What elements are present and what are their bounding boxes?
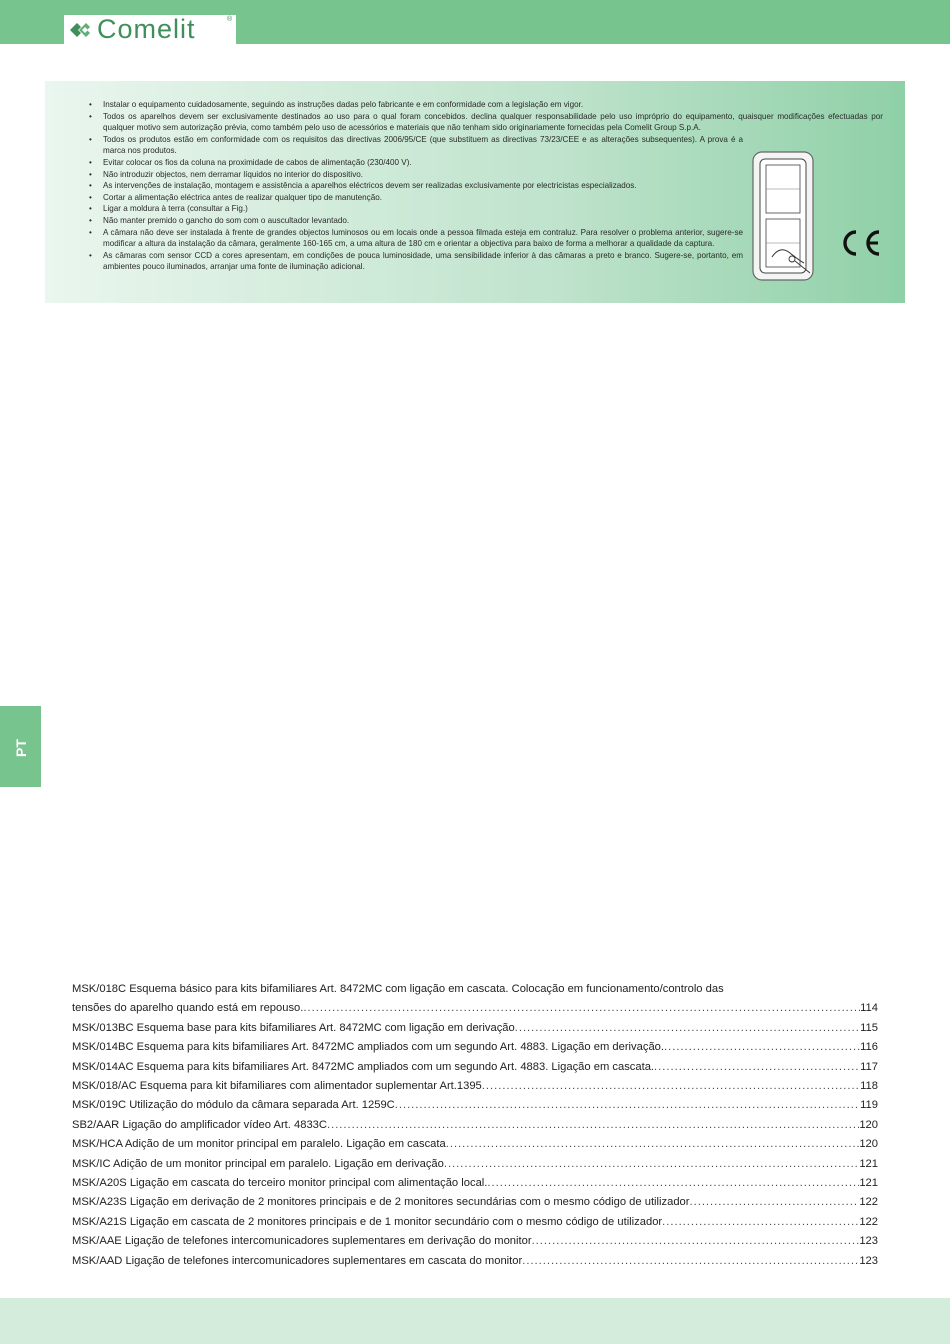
toc-entry-page: 123 [859,1254,878,1267]
warning-item: • A câmara não deve ser instalada à frente de grandes objectos luminosos ou em locais onde a pessoa filmada esteja em contraluz. Para resolver o problema anterior, sugere-se modificar a altura da instalação da câmara, geralmente 160-165 cm, a uma altura de 180 cm e orientar a objectiva para baixo de forma a melhorar a qualidade da captura. [103,227,743,250]
toc-entry-title: MSK/A21S Ligação em cascata de 2 monitores principais e de 1 monitor secundário com o mesmo código de utilizador [72,1215,663,1228]
toc-entry [72,1155,878,1174]
toc-entry-first-cont [72,999,878,1018]
device-frame-illustration [750,149,818,284]
toc-entry [72,1252,878,1271]
warning-item: • Ligar a moldura à terra (consultar a Fig.) [103,203,743,215]
toc-entry-page: 121 [859,1177,878,1190]
toc-entry [72,1116,878,1135]
language-tab-label: PT [13,739,29,757]
table-of-contents [72,980,878,1271]
toc-entry [72,1038,878,1057]
toc-leader-dots [487,1174,859,1193]
toc-leader-dots [303,999,860,1018]
header-bar [0,0,950,44]
toc-entry-title: MSK/014AC Esquema para kits bifamiliares Art. 8472MC ampliados com um segundo Art. 4883. Ligação em cascata. [72,1060,655,1073]
toc-entry-title: MSK/IC Adição de um monitor principal em paralelo. Ligação em derivação [72,1157,444,1170]
warning-item: • Não manter premido o gancho do som com o auscultador levantado. [103,215,743,227]
brand-name: Comelit [97,14,196,44]
warning-item: • Evitar colocar os fios da coluna na proximidade de cabos de alimentação (230/400 V). [103,157,743,169]
toc-entry [72,1135,878,1154]
toc-entry-title: MSK/AAD Ligação de telefones intercomunicadores suplementares em cascata do monitor [72,1254,523,1267]
toc-leader-dots [654,1058,860,1077]
toc-entry-first [72,980,878,999]
toc-entry-page: 119 [860,1099,878,1112]
toc-entry [72,1096,878,1115]
toc-entry [72,1019,878,1038]
toc-leader-dots [444,1155,859,1174]
toc-entry-page: 122 [859,1215,878,1228]
toc-entry-page: 118 [860,1080,878,1093]
toc-entry [72,1058,878,1077]
toc-entry [72,1232,878,1251]
toc-leader-dots [395,1096,860,1115]
toc-entry [72,1193,878,1212]
toc-entry-title: MSK/018/AC Esquema para kit bifamiliares com alimentador suplementar Art.1395 [72,1080,482,1093]
toc-leader-dots [532,1232,860,1251]
toc-entry-title: MSK/AAE Ligação de telefones intercomunicadores suplementares em derivação do monitor [72,1235,532,1248]
footer-band [0,1298,950,1344]
toc-leader-dots [327,1116,859,1135]
toc-entry [72,1213,878,1232]
toc-entry-page: 120 [859,1118,878,1131]
toc-entry-page: 121 [859,1157,878,1170]
toc-leader-dots [482,1077,860,1096]
safety-warnings-panel [45,81,905,303]
warning-item: • Não introduzir objectos, nem derramar líquidos no interior do dispositivo. [103,169,743,181]
toc-entry-title: MSK/A20S Ligação em cascata do terceiro monitor principal com alimentação local. [72,1177,488,1190]
warning-item: • Todos os produtos estão em conformidade com os requisitos das directivas 2006/95/CE (que substituem as directivas 73/23/CEE e as alterações subsequentes). A prova é a marca nos produtos. [103,134,743,157]
toc-entry-page: 120 [859,1138,878,1151]
warning-item: • Cortar a alimentação eléctrica antes de realizar qualquer tipo de manutenção. [103,192,743,204]
toc-entry-title: MSK/019C Utilização do módulo da câmara separada Art. 1259C [72,1099,395,1112]
warning-item: • As intervenções de instalação, montagem e assistência a aparelhos eléctricos devem ser realizadas exclusivamente por electricistas especializados. [103,180,743,192]
toc-entry-page: 123 [859,1235,878,1248]
toc-entry [72,1174,878,1193]
ce-mark-icon [837,228,883,258]
toc-entries [72,1019,878,1271]
toc-leader-dots [690,1193,860,1212]
toc-entry-page: 122 [859,1196,878,1209]
registered-mark: ® [227,16,233,23]
toc-entry-title: MSK/014BC Esquema para kits bifamiliares Art. 8472MC ampliados com um segundo Art. 4883. Ligação em derivação. [72,1041,664,1054]
toc-entry-title: MSK/018C Esquema básico para kits bifamiliares Art. 8472MC com ligação em cascata. Colocação em funcionamento/controlo das [72,983,724,995]
toc-entry-title: SB2/AAR Ligação do amplificador vídeo Art. 4833C [72,1118,327,1131]
toc-leader-dots [662,1213,859,1232]
toc-entry-title: MSK/013BC Esquema base para kits bifamiliares Art. 8472MC com ligação em derivação [72,1021,515,1034]
toc-entry-title: MSK/HCA Adição de um monitor principal em paralelo. Ligação em cascata [72,1138,446,1151]
toc-entry-page: 117 [860,1060,878,1073]
toc-leader-dots [446,1135,860,1154]
toc-entry-title: tensões do aparelho quando está em repouso. [72,1002,304,1015]
toc-leader-dots [664,1038,860,1057]
warning-item: • Todos os aparelhos devem ser exclusivamente destinados ao uso para o qual foram concebidos. declina qualquer responsabilidade pelo uso impróprio do equipamento, quaisquer modificações efectuadas por qualquer motivo sem autorização prévia, como também pelo uso de acessórios e materiais que não tenham sido originariamente fornecidas pela Comelit Group S.p.A. [103,111,883,134]
language-tab [0,706,41,787]
toc-leader-dots [515,1019,860,1038]
toc-entry-page: 115 [860,1021,878,1034]
toc-entry-page: 114 [860,1002,878,1015]
toc-entry-page: 116 [860,1041,878,1054]
comelit-mark-icon [68,19,96,41]
toc-entry [72,1077,878,1096]
warning-item: • As câmaras com sensor CCD a cores apresentam, em condições de pouca luminosidade, uma sensibilidade inferior à das câmaras a preto e branco. Sugere-se, portanto, em ambientes pouco iluminados, arranjar uma fonte de iluminação adicional. [103,250,743,273]
toc-leader-dots [522,1252,859,1271]
warning-item: • Instalar o equipamento cuidadosamente, seguindo as instruções dadas pelo fabricante e em conformidade com a legislação em vigor. [103,99,883,111]
brand-logo [64,15,236,44]
toc-entry-title: MSK/A23S Ligação em derivação de 2 monitores principais e de 2 monitores secundárias com o mesmo código de utilizador [72,1196,690,1209]
